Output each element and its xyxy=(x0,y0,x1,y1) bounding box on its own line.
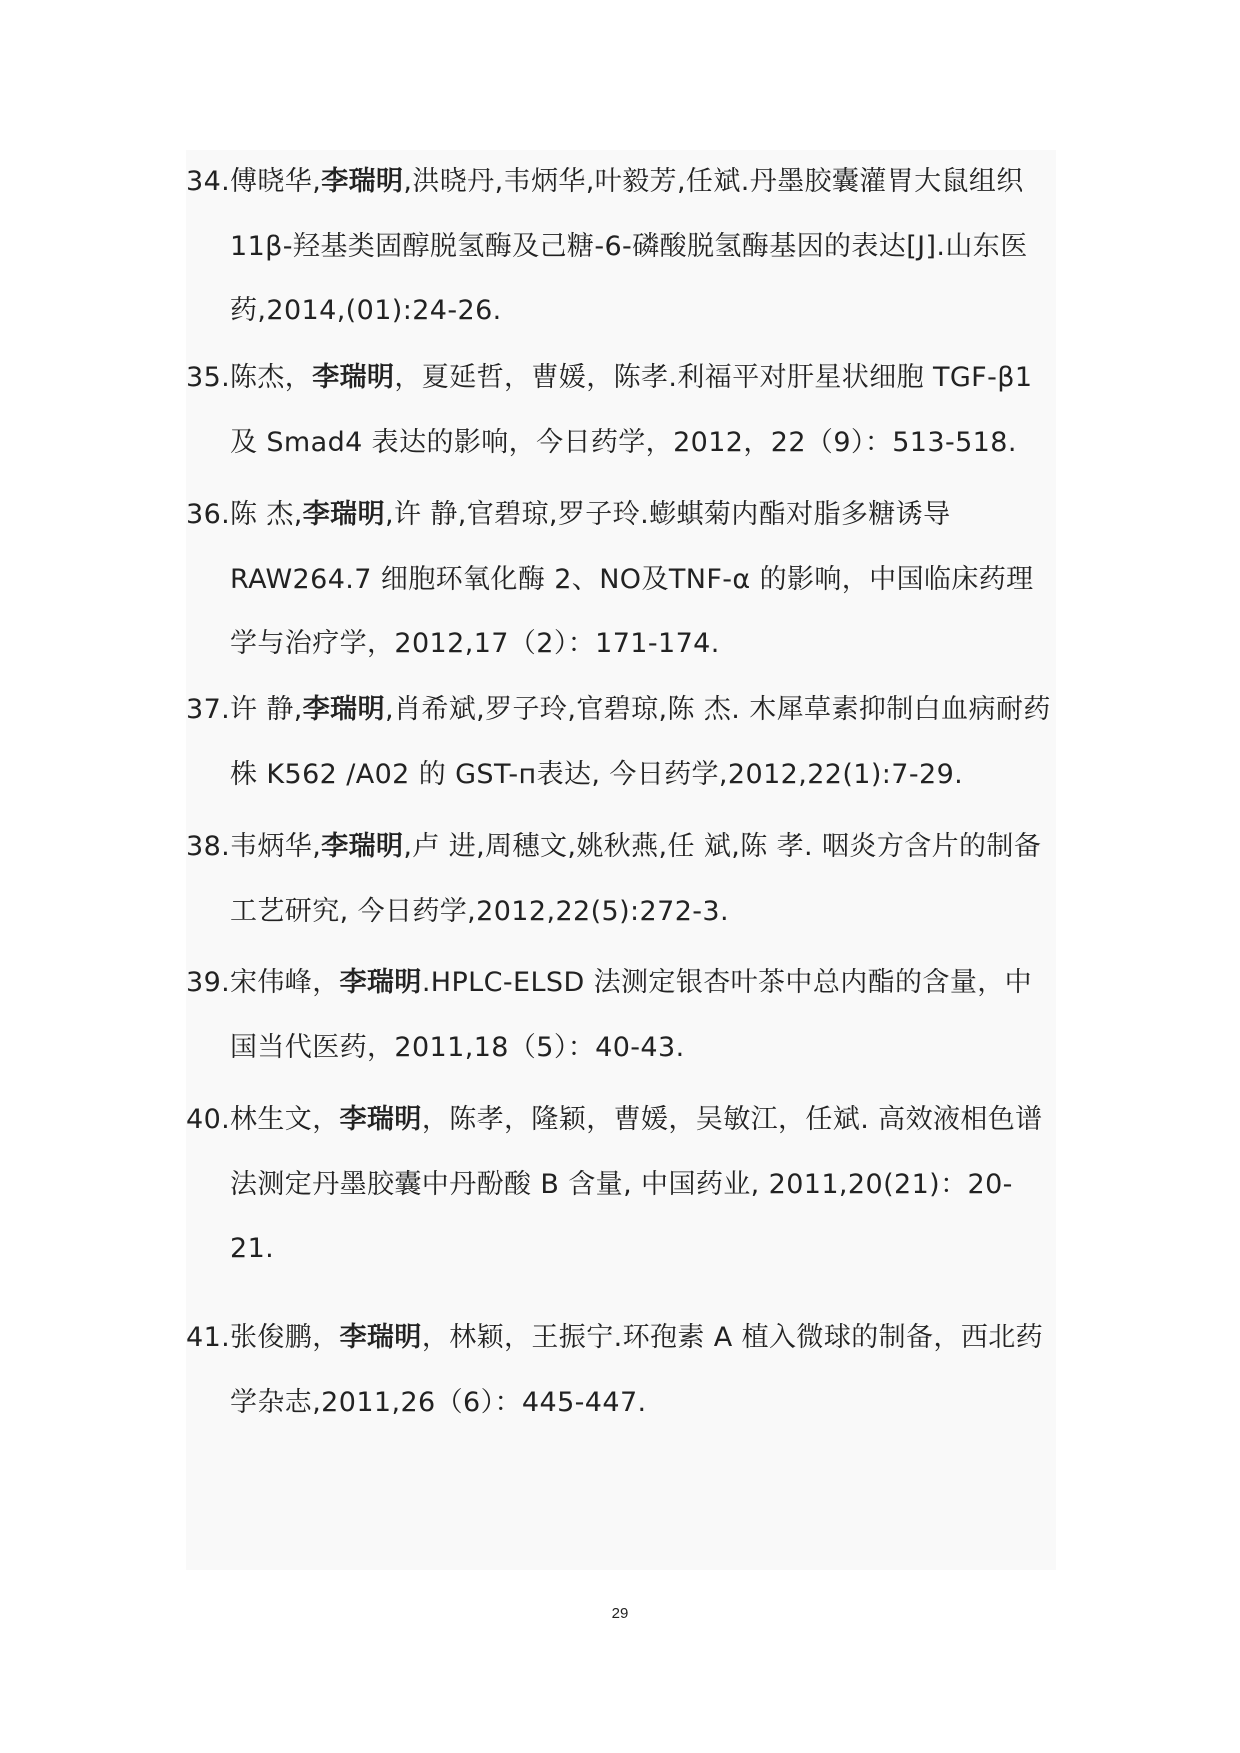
reference-number: 35. xyxy=(186,362,231,393)
highlighted-author: 李瑞明 xyxy=(321,166,404,197)
reference-text: 许 静,李瑞明,肖希斌,罗子玲,官碧琼,陈 杰. 木犀草素抑制白血病耐药株 K562 /A02 的 GST-п表达, 今日药学,2012,22(1):7-29. xyxy=(230,694,1051,790)
reference-text: 陈 杰,李瑞明,许 静,官碧琼,罗子玲.蟛蜞菊内酯对脂多糖诱导 RAW264.7 细胞环氧化酶 2、NO及TNF-α 的影响，中国临床药理学与治疗学，2012,17（2）：171-174. xyxy=(230,499,1034,659)
highlighted-author: 李瑞明 xyxy=(312,362,395,393)
highlighted-author: 李瑞明 xyxy=(339,1104,422,1135)
reference-text: 宋伟峰，李瑞明.HPLC-ELSD 法测定银杏叶茶中总内酯的含量，中国当代医药，2011,18（5）：40-43. xyxy=(230,967,1033,1063)
highlighted-author: 李瑞明 xyxy=(339,1322,422,1353)
highlighted-author: 李瑞明 xyxy=(321,831,404,862)
reference-text: 张俊鹏，李瑞明，林颖，王振宁.环孢素 A 植入微球的制备，西北药学杂志,2011,26（6）：445-447. xyxy=(230,1322,1044,1418)
reference-number: 41. xyxy=(186,1322,231,1353)
highlighted-author: 李瑞明 xyxy=(302,694,385,725)
reference-number: 34. xyxy=(186,166,231,197)
reference-list xyxy=(186,150,1056,1570)
reference-number: 40. xyxy=(186,1104,231,1135)
reference-item xyxy=(186,346,1056,475)
reference-text: 陈杰，李瑞明，夏延哲，曹媛，陈孝.利福平对肝星状细胞 TGF-β1 及 Smad4 表达的影响，今日药学，2012，22（9）：513-518. xyxy=(230,362,1033,458)
reference-item xyxy=(186,815,1056,944)
reference-item xyxy=(186,951,1056,1080)
reference-number: 39. xyxy=(186,967,231,998)
page-number: 29 xyxy=(611,1605,629,1622)
reference-text: 傅晓华,李瑞明,洪晓丹,韦炳华,叶毅芳,任斌.丹墨胶囊灌胃大鼠组织 11β-羟基类固醇脱氢酶及己糖-6-磷酸脱氢酶基因的表达[J].山东医药,2014,(01):24-26. xyxy=(230,166,1028,326)
reference-number: 36. xyxy=(186,499,231,530)
reference-item xyxy=(186,1088,1056,1282)
reference-item xyxy=(186,1306,1056,1435)
reference-number: 38. xyxy=(186,831,231,862)
highlighted-author: 李瑞明 xyxy=(302,499,385,530)
reference-item xyxy=(186,678,1056,807)
reference-item xyxy=(186,483,1056,677)
highlighted-author: 李瑞明 xyxy=(339,967,422,998)
reference-text: 林生文，李瑞明，陈孝，隆颖，曹媛，吴敏江，任斌. 高效液相色谱法测定丹墨胶囊中丹酚酸 B 含量, 中国药业, 2011,20(21)：20-21. xyxy=(230,1104,1043,1264)
reference-text: 韦炳华,李瑞明,卢 进,周穗文,姚秋燕,任 斌,陈 孝. 咽炎方含片的制备工艺研究, 今日药学,2012,22(5):272-3. xyxy=(230,831,1042,927)
reference-number: 37. xyxy=(186,694,231,725)
reference-item xyxy=(186,150,1056,344)
